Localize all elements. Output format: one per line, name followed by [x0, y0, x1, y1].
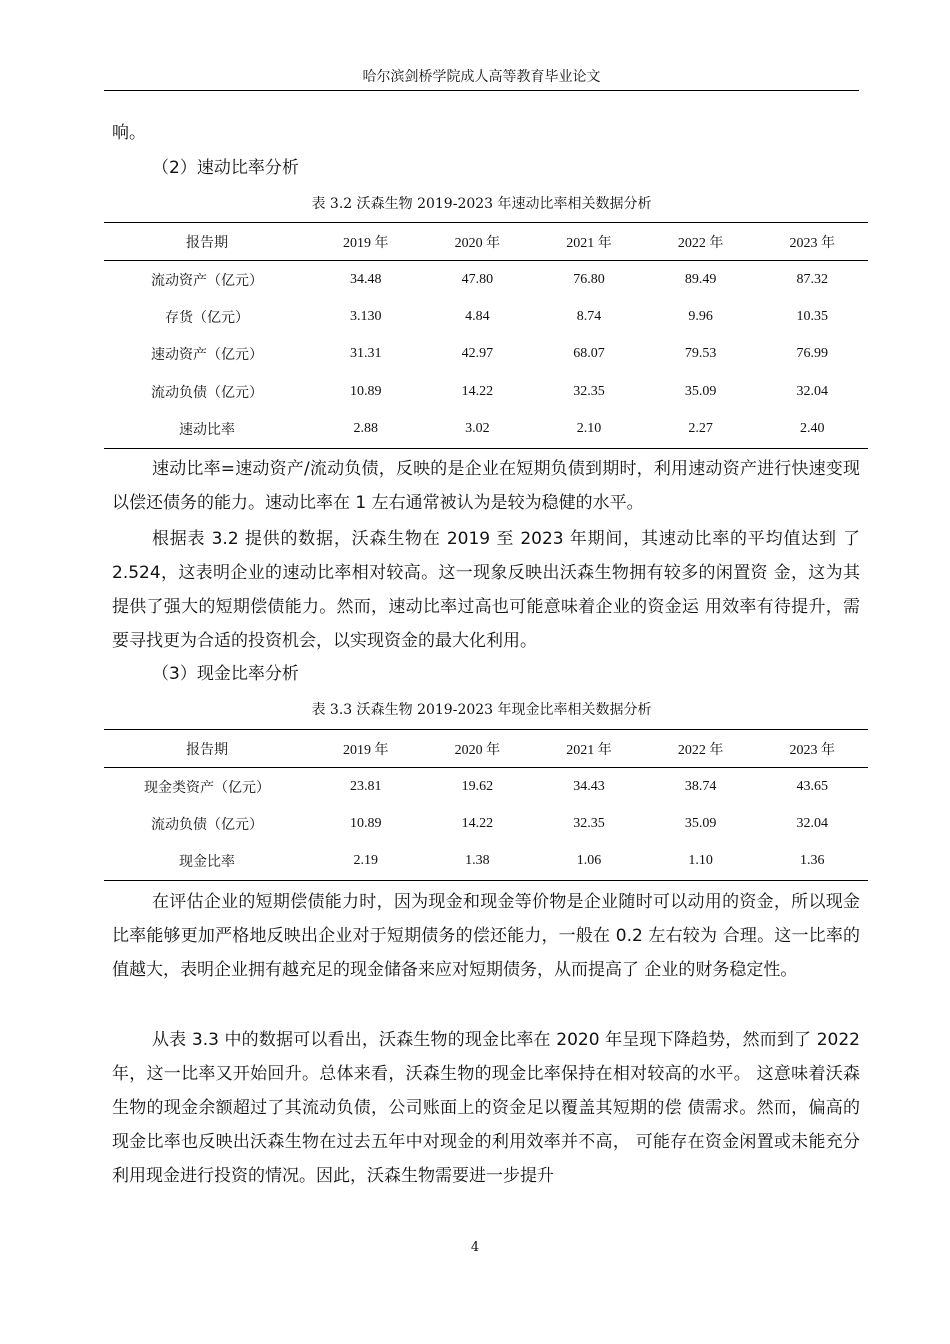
table-cell: 14.22	[461, 815, 494, 831]
row-label: 现金类资产（亿元）	[144, 780, 270, 796]
page-header: 哈尔滨剑桥学院成人高等教育毕业论文	[104, 68, 859, 91]
section-2-paragraph-2: 根据表 3.2 提供的数据，沃森生物在 2019 至 2023 年期间，其速动比率的平均值达到 了 2.524，这表明企业的速动比率相对较高。这一现象反映出沃森生物拥有较多的闲置资 金，这为其提供了强大的短期偿债能力。然而，速动比率过高也可能意味着企业的资金运 用效率有待提升，需要寻找更为合适的投资机会，以实现资金的最大化利用。	[112, 529, 860, 651]
column-header: 2021 年	[533, 223, 645, 261]
table-cell: 89.49	[684, 271, 717, 287]
table-cell: 2.27	[688, 421, 713, 436]
table-3-3	[104, 729, 868, 881]
column-header: 报告期	[104, 223, 310, 261]
row-label: 存货（亿元）	[165, 310, 249, 326]
row-label: 速动资产（亿元）	[151, 348, 263, 364]
table-cell: 2.19	[353, 853, 379, 868]
table-cell: 10.89	[350, 815, 382, 831]
table-cell: 8.74	[576, 308, 602, 324]
table-cell: 1.38	[465, 853, 490, 868]
table-3-3-caption: 表 3.3 沃森生物 2019-2023 年现金比率相关数据分析	[311, 702, 652, 718]
table-cell: 23.81	[350, 778, 382, 794]
table-cell: 35.09	[684, 815, 717, 831]
table-cell: 35.09	[684, 383, 717, 399]
table-cell: 42.97	[461, 346, 494, 362]
table-row	[104, 411, 868, 449]
table-cell: 19.62	[461, 778, 494, 794]
column-header: 2023 年	[756, 730, 868, 768]
column-header: 报告期	[104, 730, 310, 768]
table-cell: 32.04	[796, 815, 828, 831]
table-cell: 32.04	[796, 383, 828, 399]
column-header: 2021 年	[533, 730, 645, 768]
table-header-row	[104, 730, 868, 768]
table-row	[104, 805, 868, 843]
intro-fragment: 响。	[112, 123, 146, 143]
table-cell: 2.88	[353, 421, 379, 436]
table-row	[104, 373, 868, 411]
table-cell: 34.48	[350, 271, 382, 287]
table-cell: 1.10	[688, 853, 713, 868]
page-number: 4	[470, 1240, 480, 1255]
table-cell: 2.10	[576, 421, 602, 436]
table-cell: 76.99	[796, 346, 828, 362]
table-row	[104, 261, 868, 299]
section-2-heading: （2）速动比率分析	[152, 158, 299, 178]
row-label: 流动负债（亿元）	[151, 385, 263, 401]
table-cell: 38.74	[684, 778, 717, 794]
table-3-2	[104, 222, 868, 449]
table-cell: 79.53	[684, 346, 717, 362]
table-cell: 1.06	[576, 853, 602, 868]
row-label: 流动资产（亿元）	[151, 273, 263, 289]
table-cell: 68.07	[573, 346, 605, 362]
table-cell: 4.84	[465, 308, 490, 324]
table-cell: 87.32	[796, 271, 828, 287]
table-header-row	[104, 223, 868, 261]
table-cell: 1.36	[799, 853, 825, 868]
table-cell: 2.40	[799, 421, 825, 436]
section-2-paragraph-1: 速动比率=速动资产/流动负债，反映的是企业在短期负债到期时，利用速动资产进行快速变现以偿还债务的能力。速动比率在 1 左右通常被认为是较为稳健的水平。	[112, 459, 860, 513]
table-row	[104, 336, 868, 374]
row-label: 速动比率	[179, 423, 235, 438]
table-cell: 9.96	[688, 308, 713, 324]
table-cell: 32.35	[573, 383, 605, 399]
column-header: 2020 年	[422, 730, 534, 768]
table-cell: 47.80	[461, 271, 494, 287]
table-cell: 34.43	[573, 778, 605, 794]
column-header: 2019 年	[310, 730, 422, 768]
table-row	[104, 298, 868, 336]
column-header: 2023 年	[756, 223, 868, 261]
section-3-heading: （3）现金比率分析	[152, 664, 299, 684]
table-cell: 76.80	[573, 271, 605, 287]
table-cell: 14.22	[461, 383, 494, 399]
table-3-2-caption: 表 3.2 沃森生物 2019-2023 年速动比率相关数据分析	[311, 196, 652, 212]
table-cell: 31.31	[350, 346, 382, 362]
table-row	[104, 768, 868, 806]
column-header: 2019 年	[310, 223, 422, 261]
column-header: 2022 年	[645, 223, 757, 261]
section-3-paragraph-1: 在评估企业的短期偿债能力时，因为现金和现金等价物是企业随时可以动用的资金，所以现金比率能够更加严格地反映出企业对于短期债务的偿还能力，一般在 0.2 左右较为 合理。这一比率的值越大，表明企业拥有越充足的现金储备来应对短期债务，从而提高了 企业的财务稳定性。	[112, 892, 860, 980]
table-row	[104, 843, 868, 881]
table-cell: 3.130	[350, 308, 382, 324]
column-header: 2022 年	[645, 730, 757, 768]
row-label: 现金比率	[179, 855, 235, 870]
section-3-paragraph-2: 从表 3.3 中的数据可以看出，沃森生物的现金比率在 2020 年呈现下降趋势，然而到了 2022 年，这一比率又开始回升。总体来看，沃森生物的现金比率保持在相对较高的水平。 这意味着沃森生物的现金余额超过了其流动负债，公司账面上的资金足以覆盖其短期的偿 债需求。然而，偏高的现金比率也反映出沃森生物在过去五年中对现金的利用效率并不高， 可能存在资金闲置或未能充分利用现金进行投资的情况。因此，沃森生物需要进一步提升	[112, 1030, 860, 1186]
table-cell: 10.35	[796, 308, 828, 324]
table-cell: 43.65	[796, 778, 828, 794]
row-label: 流动负债（亿元）	[151, 817, 263, 833]
column-header: 2020 年	[422, 223, 534, 261]
table-cell: 32.35	[573, 815, 605, 831]
table-cell: 3.02	[465, 421, 490, 436]
table-cell: 10.89	[350, 383, 382, 399]
